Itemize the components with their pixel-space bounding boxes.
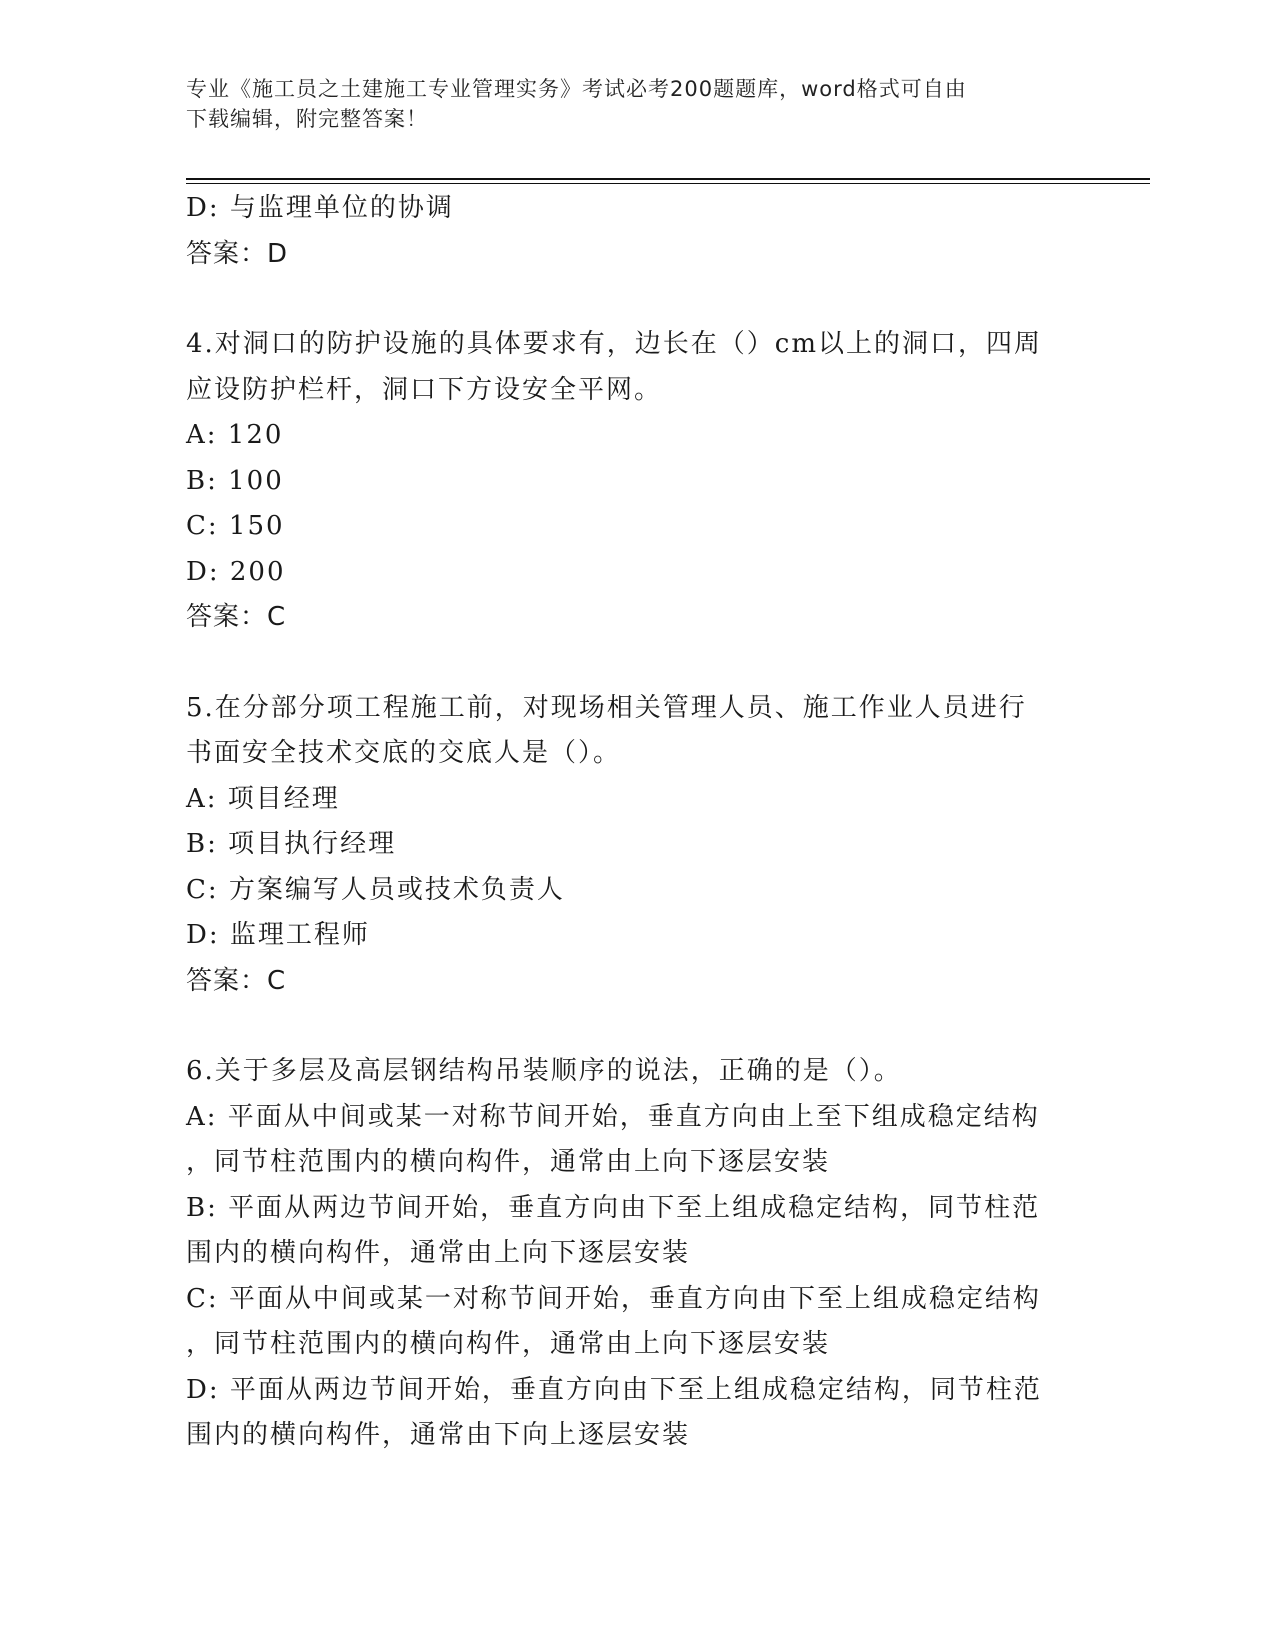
- option-c-continued: ，同节柱范围内的横向构件，通常由上向下逐层安装: [186, 1329, 831, 1359]
- header-divider-thin: [186, 183, 1150, 184]
- option-a: A: 平面从中间或某一对称节间开始，垂直方向由上至下组成稳定结构: [186, 1101, 1040, 1132]
- document-header: [186, 74, 1066, 134]
- option-b: B: 100: [186, 465, 284, 496]
- header-divider-thick: [186, 178, 1150, 180]
- option-d: D: 与监理单位的协调: [186, 193, 454, 223]
- document-body: [186, 186, 1066, 1459]
- question-stem: 5.在分部分项工程施工前，对现场相关管理人员、施工作业人员进行: [186, 692, 1027, 723]
- header-line-2: 下载编辑，附完整答案！: [186, 107, 428, 131]
- header-line-1: 专业《施工员之土建施工专业管理实务》考试必考200题题库，word格式可自由: [186, 77, 967, 101]
- option-b: B: 项目执行经理: [186, 829, 397, 859]
- answer: 答案：D: [186, 238, 289, 269]
- option-c: C: 平面从中间或某一对称节间开始，垂直方向由下至上组成稳定结构: [186, 1283, 1041, 1314]
- answer: 答案：C: [186, 602, 287, 632]
- question-6: [186, 1049, 1066, 1459]
- option-c: C: 150: [186, 511, 285, 541]
- option-d: D: 平面从两边节间开始，垂直方向由下至上组成稳定结构，同节柱范: [186, 1374, 1042, 1405]
- question-stem: 应设防护栏杆，洞口下方设安全平网。: [186, 374, 663, 405]
- question-stem: 6.关于多层及高层钢结构吊装顺序的说法，正确的是（）。: [186, 1056, 902, 1086]
- question-stem: 书面安全技术交底的交底人是（）。: [186, 738, 622, 768]
- option-d: D: 200: [186, 556, 286, 587]
- answer: 答案：C: [186, 965, 287, 996]
- question-5: [186, 686, 1066, 1005]
- option-a: A: 120: [186, 420, 284, 450]
- question-4: [186, 322, 1066, 641]
- option-d-continued: 围内的横向构件，通常由下向上逐层安装: [186, 1420, 691, 1450]
- option-a-continued: ，同节柱范围内的横向构件，通常由上向下逐层安装: [186, 1147, 831, 1177]
- option-b: B: 平面从两边节间开始，垂直方向由下至上组成稳定结构，同节柱范: [186, 1192, 1041, 1223]
- option-c: C: 方案编写人员或技术负责人: [186, 874, 565, 905]
- option-a: A: 项目经理: [186, 783, 340, 814]
- question-stem: 4.对洞口的防护设施的具体要求有，边长在（）cm以上的洞口，四周: [186, 329, 1043, 359]
- option-b-continued: 围内的横向构件，通常由上向下逐层安装: [186, 1238, 691, 1268]
- previous-question-tail: [186, 186, 1066, 277]
- option-d: D: 监理工程师: [186, 920, 370, 950]
